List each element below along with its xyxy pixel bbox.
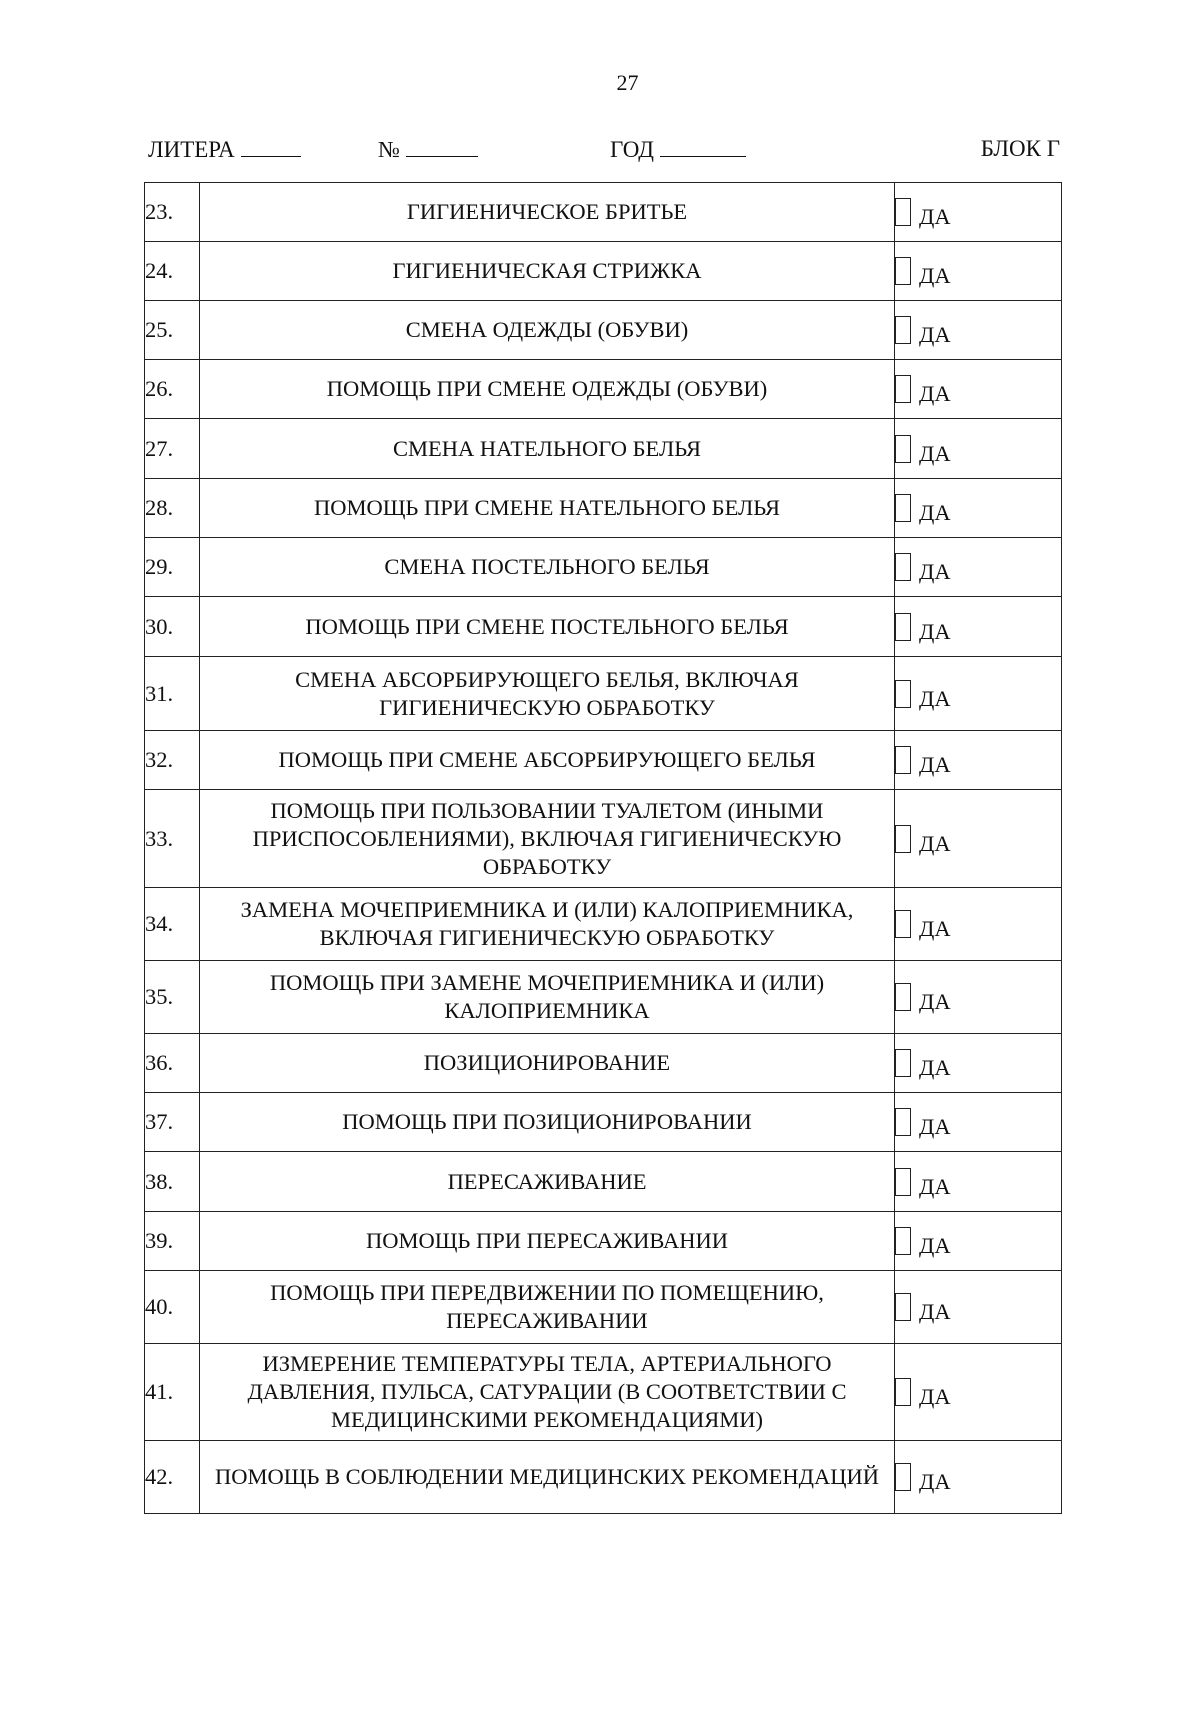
yes-checkbox[interactable] bbox=[895, 1168, 911, 1196]
row-number: 28. bbox=[145, 479, 200, 538]
service-name: ПОМОЩЬ ПРИ СМЕНЕ ПОСТЕЛЬНОГО БЕЛЬЯ bbox=[200, 597, 895, 657]
table-row bbox=[145, 538, 1062, 597]
yes-option bbox=[895, 1212, 1062, 1271]
yes-label: ДА bbox=[919, 322, 951, 347]
row-number: 34. bbox=[145, 888, 200, 961]
service-name: ГИГИЕНИЧЕСКОЕ БРИТЬЕ bbox=[200, 183, 895, 242]
yes-option bbox=[895, 360, 1062, 419]
service-name: СМЕНА ОДЕЖДЫ (ОБУВИ) bbox=[200, 301, 895, 360]
table-row bbox=[145, 888, 1062, 961]
service-name: СМЕНА ПОСТЕЛЬНОГО БЕЛЬЯ bbox=[200, 538, 895, 597]
service-name: ПОМОЩЬ ПРИ СМЕНЕ ОДЕЖДЫ (ОБУВИ) bbox=[200, 360, 895, 419]
yes-checkbox[interactable] bbox=[895, 198, 911, 226]
yes-option bbox=[895, 1093, 1062, 1152]
table-row bbox=[145, 242, 1062, 301]
yes-label: ДА bbox=[919, 440, 951, 466]
number-field bbox=[378, 136, 478, 163]
yes-option bbox=[895, 961, 1062, 1034]
table-row bbox=[145, 731, 1062, 790]
number-blank[interactable] bbox=[406, 136, 478, 157]
yes-option bbox=[895, 1441, 1062, 1514]
page-number: 27 bbox=[616, 70, 639, 95]
yes-option bbox=[895, 538, 1062, 597]
table-row bbox=[145, 1034, 1062, 1093]
yes-option bbox=[895, 790, 1062, 888]
yes-checkbox[interactable] bbox=[895, 494, 911, 522]
yes-checkbox[interactable] bbox=[895, 746, 911, 774]
yes-option bbox=[895, 183, 1062, 242]
table-row bbox=[145, 657, 1062, 731]
yes-label: ДА bbox=[919, 263, 951, 288]
yes-label: ДА bbox=[919, 1233, 951, 1258]
yes-option bbox=[895, 657, 1062, 731]
yes-label: ДА bbox=[919, 1114, 951, 1139]
yes-option bbox=[895, 731, 1062, 790]
yes-option bbox=[895, 479, 1062, 538]
row-number: 37. bbox=[145, 1093, 200, 1152]
services-table bbox=[144, 182, 1062, 1514]
service-name: ПОМОЩЬ ПРИ СМЕНЕ АБСОРБИРУЮЩЕГО БЕЛЬЯ bbox=[200, 731, 895, 790]
yes-label: ДА bbox=[919, 830, 951, 856]
litera-label: ЛИТЕРА bbox=[148, 137, 235, 162]
yes-option bbox=[895, 301, 1062, 360]
service-name: СМЕНА НАТЕЛЬНОГО БЕЛЬЯ bbox=[200, 419, 895, 479]
table-row bbox=[145, 479, 1062, 538]
yes-checkbox[interactable] bbox=[895, 1378, 911, 1406]
yes-label: ДА bbox=[919, 752, 951, 777]
yes-option bbox=[895, 419, 1062, 479]
litera-field bbox=[148, 136, 301, 163]
yes-label: ДА bbox=[919, 204, 951, 229]
yes-label: ДА bbox=[919, 1469, 951, 1494]
row-number: 39. bbox=[145, 1212, 200, 1271]
yes-checkbox[interactable] bbox=[895, 435, 911, 463]
service-name: ПОЗИЦИОНИРОВАНИЕ bbox=[200, 1034, 895, 1093]
table-row bbox=[145, 1093, 1062, 1152]
yes-option bbox=[895, 1152, 1062, 1212]
form-header bbox=[148, 136, 1060, 166]
yes-checkbox[interactable] bbox=[895, 910, 911, 938]
row-number: 40. bbox=[145, 1271, 200, 1344]
yes-checkbox[interactable] bbox=[895, 1108, 911, 1136]
table-row bbox=[145, 419, 1062, 479]
yes-checkbox[interactable] bbox=[895, 257, 911, 285]
table-row bbox=[145, 183, 1062, 242]
yes-checkbox[interactable] bbox=[895, 825, 911, 853]
service-name: ПЕРЕСАЖИВАНИЕ bbox=[200, 1152, 895, 1212]
row-number: 42. bbox=[145, 1441, 200, 1514]
yes-option bbox=[895, 1271, 1062, 1344]
service-name: ПОМОЩЬ ПРИ СМЕНЕ НАТЕЛЬНОГО БЕЛЬЯ bbox=[200, 479, 895, 538]
year-blank[interactable] bbox=[660, 136, 746, 157]
yes-checkbox[interactable] bbox=[895, 1227, 911, 1255]
row-number: 35. bbox=[145, 961, 200, 1034]
yes-label: ДА bbox=[919, 381, 951, 406]
table-row bbox=[145, 1441, 1062, 1514]
row-number: 29. bbox=[145, 538, 200, 597]
yes-label: ДА bbox=[919, 1384, 951, 1409]
row-number: 25. bbox=[145, 301, 200, 360]
table-row bbox=[145, 1271, 1062, 1344]
block-label: БЛОК Г bbox=[980, 136, 1060, 161]
yes-checkbox[interactable] bbox=[895, 1049, 911, 1077]
service-name: ИЗМЕРЕНИЕ ТЕМПЕРАТУРЫ ТЕЛА, АРТЕРИАЛЬНОГО ДАВЛЕНИЯ, ПУЛЬСА, САТУРАЦИИ (В СООТВЕТСТВИИ С МЕДИЦИНСКИМИ РЕКОМЕНДАЦИЯМИ) bbox=[200, 1344, 895, 1441]
yes-label: ДА bbox=[919, 916, 951, 941]
yes-option bbox=[895, 597, 1062, 657]
row-number: 23. bbox=[145, 183, 200, 242]
yes-label: ДА bbox=[919, 618, 951, 644]
table-row bbox=[145, 790, 1062, 888]
yes-checkbox[interactable] bbox=[895, 553, 911, 581]
yes-label: ДА bbox=[919, 989, 951, 1014]
yes-option bbox=[895, 888, 1062, 961]
year-field bbox=[610, 136, 746, 163]
year-label: ГОД bbox=[610, 137, 654, 162]
table-row bbox=[145, 1212, 1062, 1271]
table-row bbox=[145, 301, 1062, 360]
yes-checkbox[interactable] bbox=[895, 1293, 911, 1321]
yes-checkbox[interactable] bbox=[895, 613, 911, 641]
service-name: ПОМОЩЬ В СОБЛЮДЕНИИ МЕДИЦИНСКИХ РЕКОМЕНДАЦИЙ bbox=[200, 1441, 895, 1514]
table-row bbox=[145, 360, 1062, 419]
yes-checkbox[interactable] bbox=[895, 680, 911, 708]
yes-checkbox[interactable] bbox=[895, 1463, 911, 1491]
litera-blank[interactable] bbox=[241, 136, 301, 157]
service-name: ГИГИЕНИЧЕСКАЯ СТРИЖКА bbox=[200, 242, 895, 301]
yes-option bbox=[895, 1034, 1062, 1093]
service-name: ПОМОЩЬ ПРИ ЗАМЕНЕ МОЧЕПРИЕМНИКА И (ИЛИ) КАЛОПРИЕМНИКА bbox=[200, 961, 895, 1034]
row-number: 36. bbox=[145, 1034, 200, 1093]
row-number: 41. bbox=[145, 1344, 200, 1441]
service-name: ЗАМЕНА МОЧЕПРИЕМНИКА И (ИЛИ) КАЛОПРИЕМНИКА, ВКЛЮЧАЯ ГИГИЕНИЧЕСКУЮ ОБРАБОТКУ bbox=[200, 888, 895, 961]
yes-checkbox[interactable] bbox=[895, 983, 911, 1011]
yes-checkbox[interactable] bbox=[895, 375, 911, 403]
row-number: 38. bbox=[145, 1152, 200, 1212]
service-name: ПОМОЩЬ ПРИ ПОЗИЦИОНИРОВАНИИ bbox=[200, 1093, 895, 1152]
service-name: ПОМОЩЬ ПРИ ПОЛЬЗОВАНИИ ТУАЛЕТОМ (ИНЫМИ ПРИСПОСОБЛЕНИЯМИ), ВКЛЮЧАЯ ГИГИЕНИЧЕСКУЮ ОБРАБОТКУ bbox=[200, 790, 895, 888]
yes-option bbox=[895, 242, 1062, 301]
service-name: ПОМОЩЬ ПРИ ПЕРЕСАЖИВАНИИ bbox=[200, 1212, 895, 1271]
yes-label: ДА bbox=[919, 685, 951, 711]
service-name: СМЕНА АБСОРБИРУЮЩЕГО БЕЛЬЯ, ВКЛЮЧАЯ ГИГИЕНИЧЕСКУЮ ОБРАБОТКУ bbox=[200, 657, 895, 731]
yes-label: ДА bbox=[919, 559, 951, 584]
yes-label: ДА bbox=[919, 500, 951, 525]
row-number: 32. bbox=[145, 731, 200, 790]
row-number: 31. bbox=[145, 657, 200, 731]
row-number: 30. bbox=[145, 597, 200, 657]
services-table-body bbox=[145, 183, 1062, 1514]
table-row bbox=[145, 1344, 1062, 1441]
row-number: 33. bbox=[145, 790, 200, 888]
yes-checkbox[interactable] bbox=[895, 316, 911, 344]
row-number: 27. bbox=[145, 419, 200, 479]
yes-label: ДА bbox=[919, 1173, 951, 1199]
yes-option bbox=[895, 1344, 1062, 1441]
table-row bbox=[145, 597, 1062, 657]
service-name: ПОМОЩЬ ПРИ ПЕРЕДВИЖЕНИИ ПО ПОМЕЩЕНИЮ, ПЕРЕСАЖИВАНИИ bbox=[200, 1271, 895, 1344]
number-label: № bbox=[378, 137, 400, 162]
table-row bbox=[145, 1152, 1062, 1212]
row-number: 26. bbox=[145, 360, 200, 419]
table-row bbox=[145, 961, 1062, 1034]
yes-label: ДА bbox=[919, 1055, 951, 1080]
yes-label: ДА bbox=[919, 1299, 951, 1324]
row-number: 24. bbox=[145, 242, 200, 301]
